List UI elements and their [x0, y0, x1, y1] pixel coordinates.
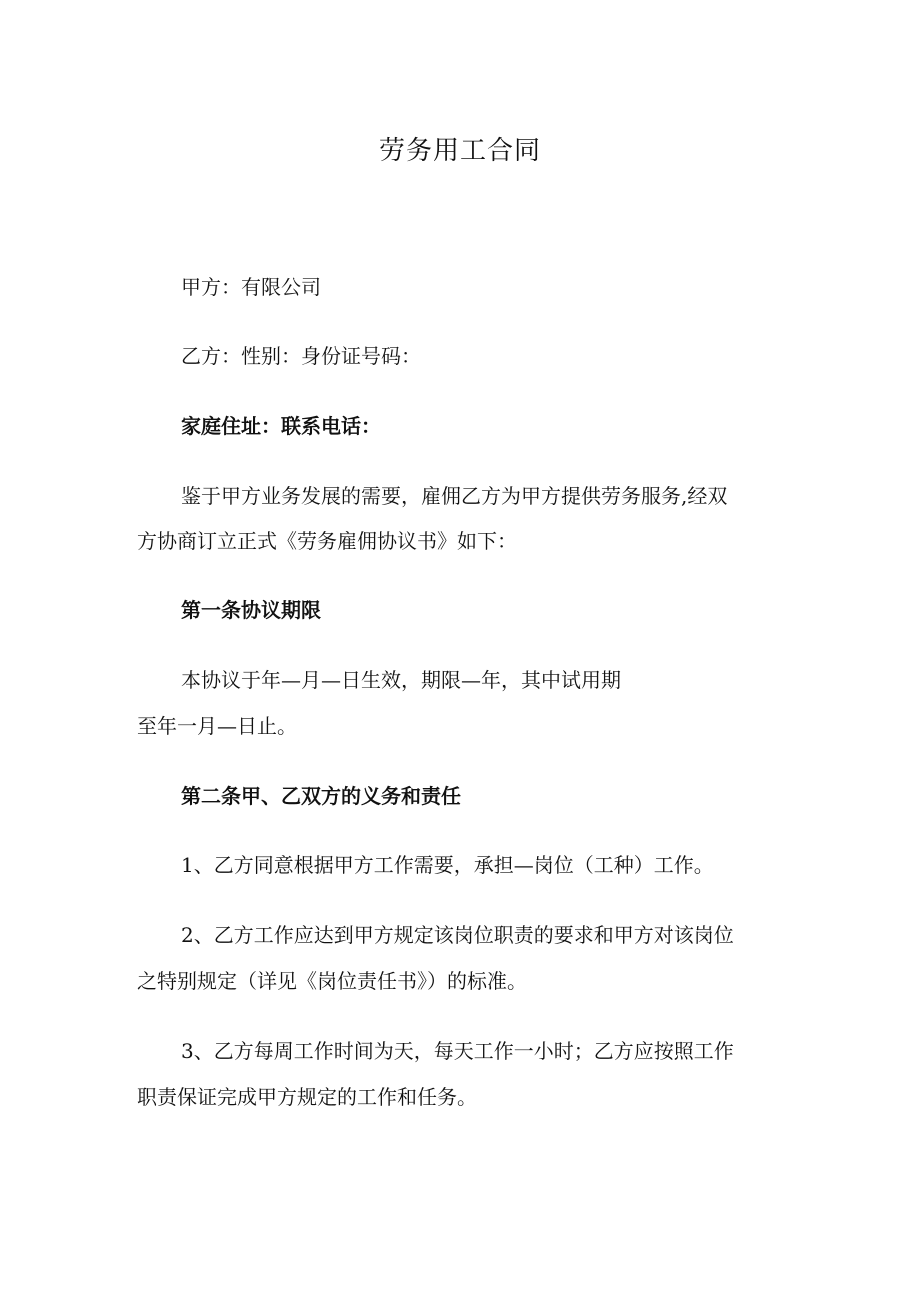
party-a-line: 甲方：有限公司 — [181, 275, 321, 299]
item2-line-2: 之特别规定（详见《岗位责任书》）的标准。 — [137, 969, 527, 993]
intro-line-1: 鉴于甲方业务发展的需要，雇佣乙方为甲方提供劳务服务,经双 — [181, 484, 728, 508]
item2-line-1: 2、乙方工作应达到甲方规定该岗位职责的要求和甲方对该岗位 — [181, 923, 734, 947]
item3-line-2: 职责保证完成甲方规定的工作和任务。 — [137, 1085, 477, 1109]
item1-line: 1、乙方同意根据甲方工作需要，承担—岗位（工种）工作。 — [181, 853, 714, 877]
article1-heading: 第一条协议期限 — [181, 598, 321, 622]
item3-line-1: 3、乙方每周工作时间为天，每天工作一小时；乙方应按照工作 — [181, 1039, 734, 1063]
intro-line-2: 方协商订立正式《劳务雇佣协议书》如下： — [137, 529, 517, 553]
address-line: 家庭住址：联系电话： — [181, 414, 381, 438]
article1-line-1: 本协议于年—月—日生效，期限—年，其中试用期 — [181, 668, 621, 692]
party-b-line: 乙方：性别：身份证号码： — [181, 344, 421, 368]
article2-heading: 第二条甲、乙双方的义务和责任 — [181, 784, 461, 808]
article1-line-2: 至年一月—日止。 — [137, 714, 297, 738]
document-title: 劳务用工合同 — [378, 136, 541, 166]
